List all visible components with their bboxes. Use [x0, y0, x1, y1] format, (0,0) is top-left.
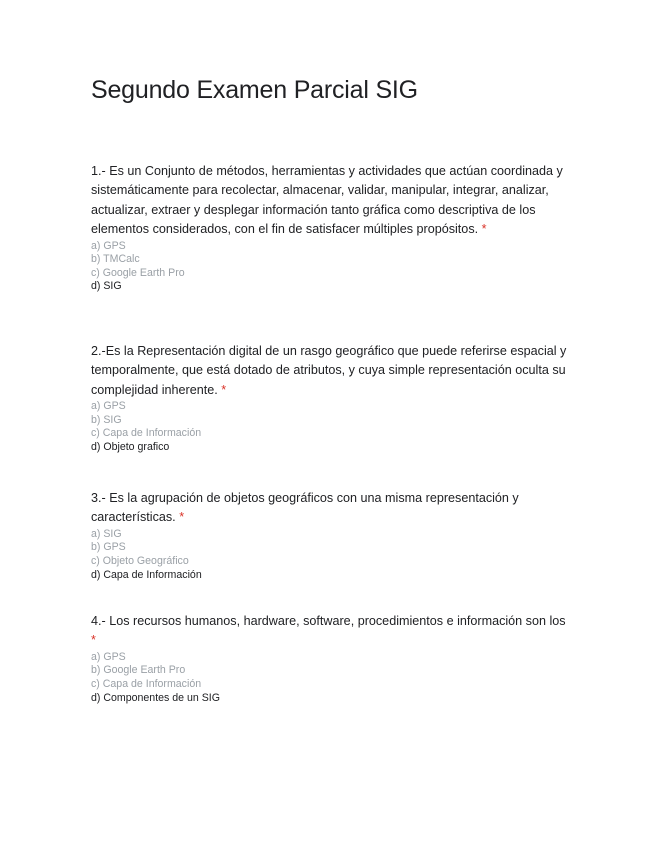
question-text: [91, 162, 571, 240]
option-list: [91, 240, 571, 294]
option-a[interactable]: a) GPS: [91, 650, 126, 663]
required-asterisk: *: [481, 222, 487, 237]
option-b[interactable]: b) SIG: [91, 413, 122, 426]
option-d-selected[interactable]: d) SIG: [91, 280, 122, 293]
option-a[interactable]: a) SIG: [91, 527, 122, 540]
option-list: [91, 528, 571, 582]
option-a[interactable]: a) GPS: [91, 400, 126, 413]
question-label: 1.- Es un Conjunto de métodos, herramientas y actividades que actúan coordinada y sistemáticamente para recolectar, almacenar, validar, manipular, integrar, analizar, actualizar, extraer y desplegar información tanto gráfica como descriptiva de los elementos considerados, con el fin de satisfacer múltiples propósitos.: [91, 164, 563, 237]
option-c[interactable]: c) Capa de Información: [91, 427, 202, 440]
required-asterisk: *: [179, 510, 185, 525]
option-c[interactable]: c) Google Earth Pro: [91, 266, 185, 279]
option-a[interactable]: a) GPS: [91, 239, 126, 252]
page-title: Segundo Examen Parcial SIG: [91, 76, 418, 104]
option-d-selected[interactable]: d) Capa de Información: [91, 568, 202, 581]
question-text: [91, 342, 571, 400]
option-b[interactable]: b) Google Earth Pro: [91, 664, 186, 677]
required-asterisk: *: [91, 633, 96, 648]
question-label: 2.-Es la Representación digital de un rasgo geográfico que puede referirse espacial y temporalmente, que está dotado de atributos, y cuya simple representación oculta su complejidad inherente.: [91, 344, 567, 397]
option-b[interactable]: b) TMCalc: [91, 253, 140, 266]
question-1: [91, 162, 571, 294]
option-c[interactable]: c) Objeto Geográfico: [91, 555, 189, 567]
option-list: [91, 400, 571, 454]
question-2: [91, 342, 571, 455]
option-c[interactable]: c) Capa de Información: [91, 678, 202, 690]
option-d-selected[interactable]: d) Objeto grafico: [91, 441, 170, 453]
question-3: [91, 489, 571, 582]
required-asterisk: *: [221, 382, 227, 397]
question-4: [91, 612, 571, 705]
question-label: 4.- Los recursos humanos, hardware, software, procedimientos e información son los: [91, 614, 566, 628]
question-label: 3.- Es la agrupación de objetos geográficos con una misma representación y características.: [91, 491, 519, 525]
option-b[interactable]: b) GPS: [91, 541, 126, 554]
option-list: [91, 651, 571, 705]
question-text: [91, 489, 571, 528]
option-d-selected[interactable]: d) Componentes de un SIG: [91, 691, 220, 704]
question-text: [91, 612, 571, 651]
